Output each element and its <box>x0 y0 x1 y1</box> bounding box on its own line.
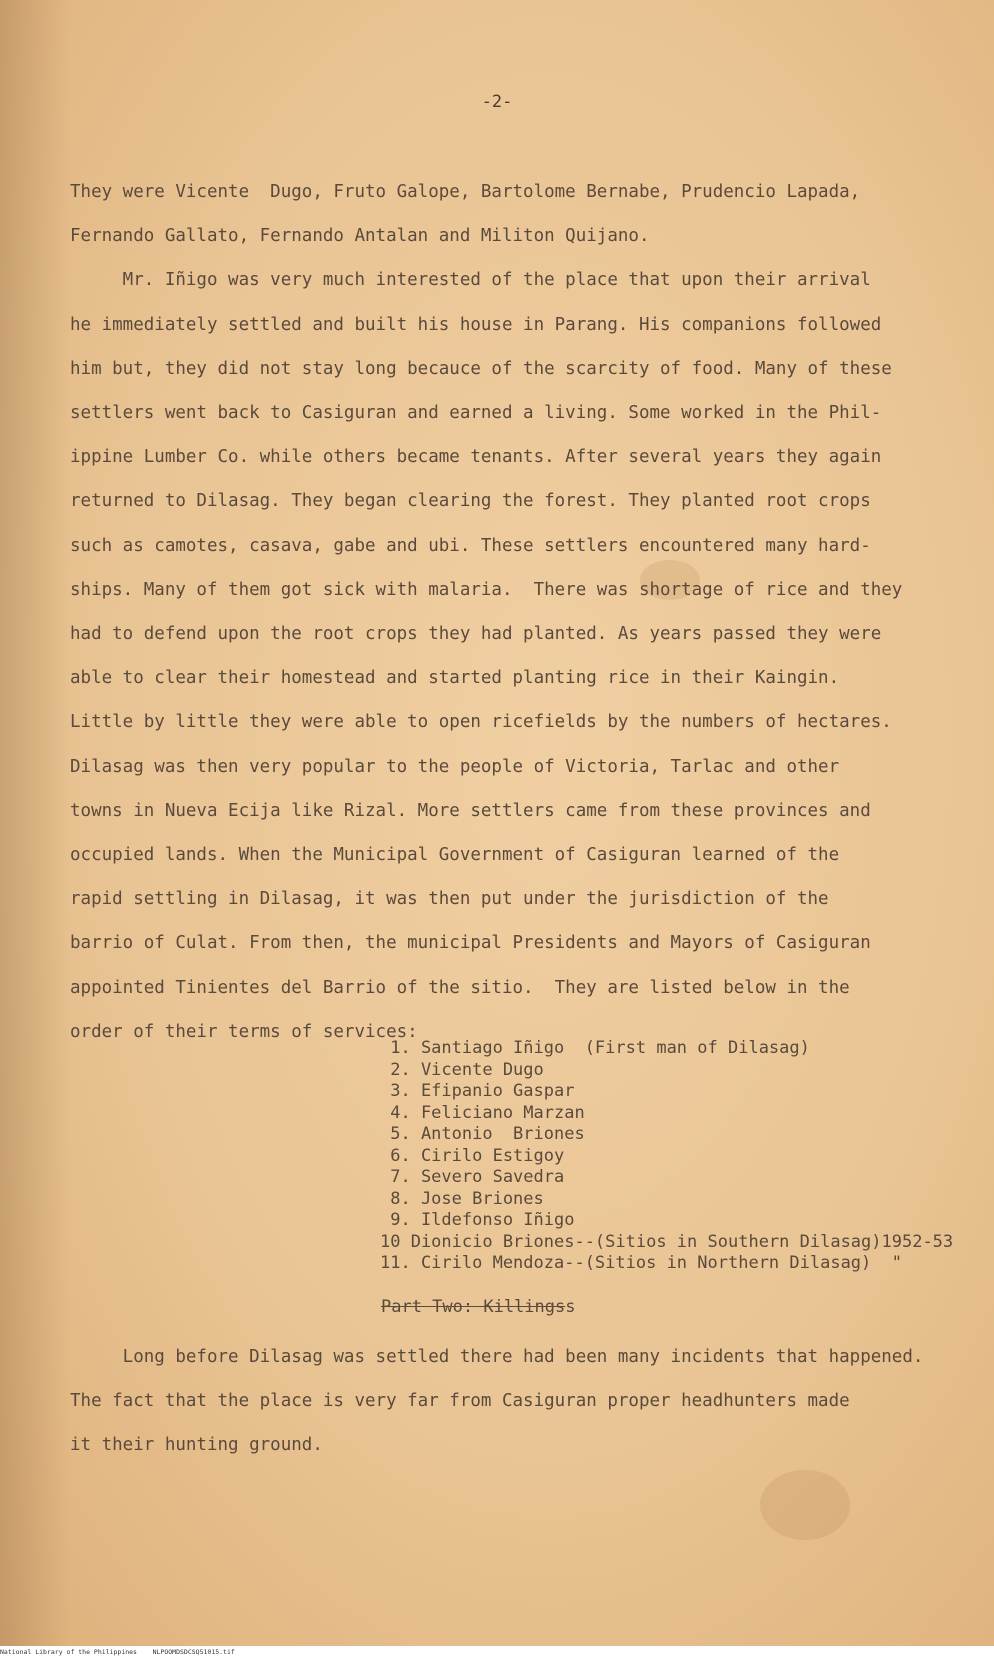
body-text <box>70 170 930 1054</box>
text-line: Long before Dilasag was settled there had been many incidents that happened. <box>70 1347 924 1367</box>
list-item: 6. Cirilo Estigoy <box>380 1145 565 1166</box>
text-line: able to clear their homestead and started planting rice in their Kaingin. <box>70 668 840 689</box>
text-line: Fernando Gallato, Fernando Antalan and Militon Quijano. <box>70 226 650 247</box>
text-line: Mr. Iñigo was very much interested of the place that upon their arrival <box>70 270 871 291</box>
text-line: he immediately settled and built his house in Parang. His companions followed <box>70 314 882 335</box>
list-item: 11. Cirilo Mendoza--(Sitios in Northern Dilasag) " <box>380 1253 902 1273</box>
text-line: appointed Tinientes del Barrio of the sitio. They are listed below in the <box>70 977 850 998</box>
list-item: 1. Santiago Iñigo (First man of Dilasag) <box>380 1038 810 1058</box>
list-item: 5. Antonio Briones <box>380 1124 585 1144</box>
text-line: barrio of Culat. From then, the municipal Presidents and Mayors of Casiguran <box>70 933 871 954</box>
text-line: rapid settling in Dilasag, it was then put under the jurisdiction of the <box>70 889 829 910</box>
paper-stain <box>760 1470 850 1540</box>
struck-heading-text: Part Two: Killings <box>381 1297 566 1317</box>
text-line: such as camotes, casava, gabe and ubi. These settlers encountered many hard- <box>70 535 871 556</box>
text-line: order of their terms of services: <box>70 1021 418 1042</box>
text-line: They were Vicente Dugo, Fruto Galope, Bartolome Bernabe, Prudencio Lapada, <box>70 182 861 202</box>
section-heading <box>381 1297 575 1317</box>
text-line: towns in Nueva Ecija like Rizal. More settlers came from these provinces and <box>70 800 871 821</box>
text-line: The fact that the place is very far from Casiguran proper headhunters made <box>70 1391 850 1411</box>
text-line: had to defend upon the root crops they had planted. As years passed they were <box>70 624 882 645</box>
list-item: 10 Dionicio Briones--(Sitios in Southern Dilasag)1952-53 <box>380 1231 954 1252</box>
page-edge-shadow <box>0 0 70 1646</box>
text-line: settlers went back to Casiguran and earned a living. Some worked in the Phil- <box>70 403 882 424</box>
list-item: 4. Feliciano Marzan <box>380 1102 585 1123</box>
text-line: ships. Many of them got sick with malaria. There was shortage of rice and they <box>70 579 903 600</box>
text-line: occupied lands. When the Municipal Government of Casiguran learned of the <box>70 845 840 866</box>
list-item: 2. Vicente Dugo <box>380 1059 544 1080</box>
list-item: 8. Jose Briones <box>380 1188 544 1209</box>
list-item: 9. Ildefonso Iñigo <box>380 1210 575 1230</box>
tenientes-list <box>380 1038 953 1275</box>
archive-footer: National Library of the Philippines NLPOOMDSDCSQ51015.tif <box>0 1646 994 1658</box>
text-line: Little by little they were able to open ricefields by the numbers of hectares. <box>70 712 892 733</box>
text-line: ippine Lumber Co. while others became tenants. After several years they again <box>70 447 882 468</box>
text-line: returned to Dilasag. They began clearing the forest. They planted root crops <box>70 491 871 512</box>
closing-paragraph <box>70 1335 930 1467</box>
text-line: Dilasag was then very popular to the people of Victoria, Tarlac and other <box>70 756 840 777</box>
text-line: it their hunting ground. <box>70 1435 323 1455</box>
list-item: 7. Severo Savedra <box>380 1167 565 1187</box>
list-item: 3. Efipanio Gaspar <box>380 1081 575 1101</box>
text-line: him but, they did not stay long becauce of the scarcity of food. Many of these <box>70 358 892 379</box>
page-number: -2- <box>481 92 513 112</box>
heading-suffix: s <box>565 1297 576 1317</box>
